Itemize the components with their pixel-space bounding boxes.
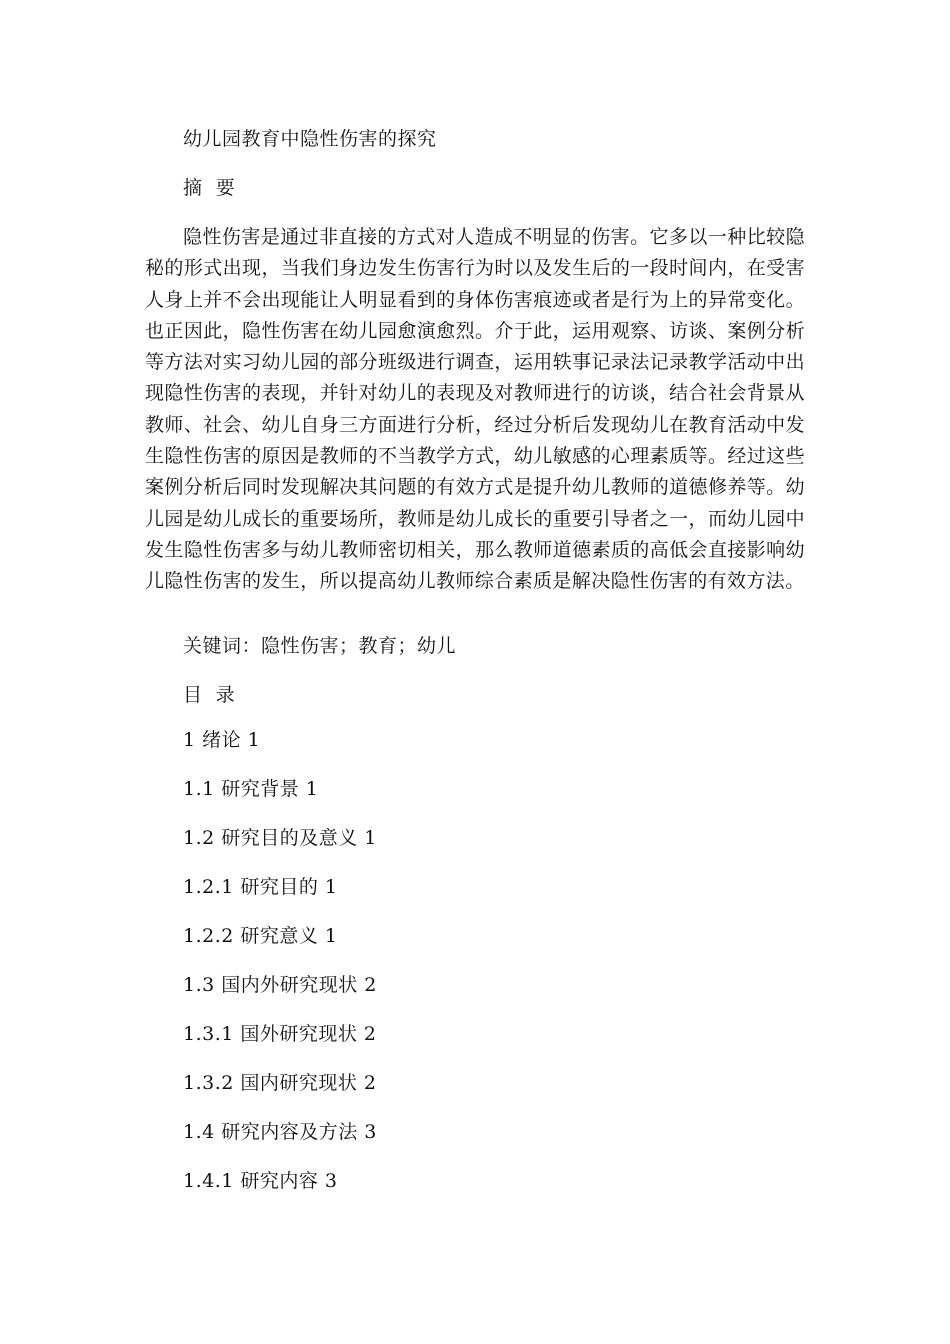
toc-entry: 1.3.2 国内研究现状 2 <box>183 1072 377 1094</box>
keywords-line: 关键词：隐性伤害；教育；幼儿 <box>183 635 457 657</box>
toc-entry: 1.3 国内外研究现状 2 <box>183 974 377 996</box>
toc-heading: 目 录 <box>183 684 236 706</box>
toc-entry: 1 绪论 1 <box>183 729 261 751</box>
toc-entry: 1.1 研究背景 1 <box>183 778 319 800</box>
abstract-body: 隐性伤害是通过非直接的方式对人造成不明显的伤害。它多以一种比较隐秘的形式出现，当我们身边发生伤害行为时以及发生后的一段时间内，在受害人身上并不会出现能让人明显看到的身体伤害痕迹或者是行为上的异常变化。也正因此，隐性伤害在幼儿园愈演愈烈。介于此，运用观察、访谈、案例分析等方法对实习幼儿园的部分班级进行调查，运用轶事记录法记录教学活动中出现隐性伤害的表现，并针对幼儿的表现及对教师进行的访谈，结合社会背景从教师、社会、幼儿自身三方面进行分析，经过分析后发现幼儿在教育活动中发生隐性伤害的原因是教师的不当教学方式，幼儿敏感的心理素质等。经过这些案例分析后同时发现解决其问题的有效方式是提升幼儿教师的道德修养等。幼儿园是幼儿成长的重要场所，教师是幼儿成长的重要引导者之一，而幼儿园中发生隐性伤害多与幼儿教师密切相关，那么教师道德素质的高低会直接影响幼儿隐性伤害的发生，所以提高幼儿教师综合素质是解决隐性伤害的有效方法。 <box>145 226 805 593</box>
toc-entry: 1.4.1 研究内容 3 <box>183 1170 338 1192</box>
toc-entry: 1.2.2 研究意义 1 <box>183 925 338 947</box>
toc-entry: 1.3.1 国外研究现状 2 <box>183 1023 377 1045</box>
abstract-heading: 摘 要 <box>183 177 236 199</box>
document-title: 幼儿园教育中隐性伤害的探究 <box>183 128 437 150</box>
toc-entry: 1.2.1 研究目的 1 <box>183 876 338 898</box>
toc-entry: 1.2 研究目的及意义 1 <box>183 827 377 849</box>
table-of-contents <box>183 727 377 1217</box>
toc-entry: 1.4 研究内容及方法 3 <box>183 1121 377 1143</box>
